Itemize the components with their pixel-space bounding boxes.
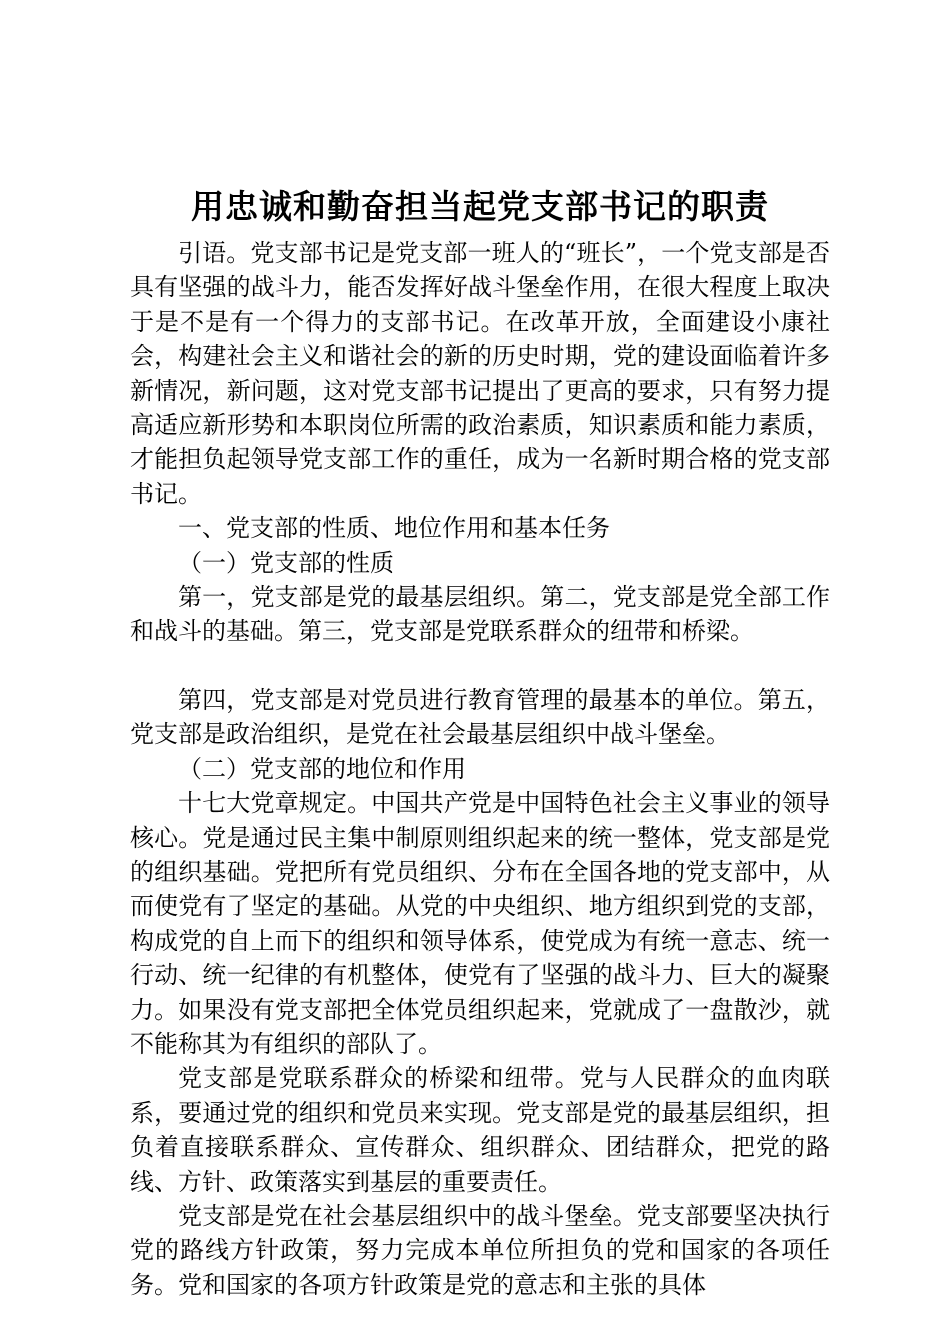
subsection-heading: （二）党支部的地位和作用 [178,754,466,783]
body-paragraph: 第一，党支部是党的最基层组织。第二，党支部是党全部工作和战斗的基础。第三，党支部是党联系群众的纽带和桥梁。 [130,583,830,646]
body-paragraph: 十七大党章规定。中国共产党是中国特色社会主义事业的领导核心。党是通过民主集中制原则组织起来的统一整体，党支部是党的组织基础。党把所有党员组织、分布在全国各地的党支部中，从而使党有了坚定的基础。从党的中央组织、地方组织到党的支部，构成党的自上而下的组织和领导体系，使党成为有统一意志、统一行动、统一纪律的有机整体，使党有了坚强的战斗力、巨大的凝聚力。如果没有党支部把全体党员组织起来，党就成了一盘散沙，就不能称其为有组织的部队了。 [130,789,830,1058]
document-page [130,182,830,1302]
section-heading: 一、党支部的性质、地位作用和基本任务 [178,514,610,543]
subsection-heading: （一）党支部的性质 [178,548,394,577]
body-paragraph: 党支部是党联系群众的桥梁和纽带。党与人民群众的血肉联系，要通过党的组织和党员来实现。党支部是党的最基层组织，担负着直接联系群众、宣传群众、组织群众、团结群众，把党的路线、方针、政策落实到基层的重要责任。 [130,1064,830,1196]
body-paragraph: 第四，党支部是对党员进行教育管理的最基本的单位。第五，党支部是政治组织，是党在社会最基层组织中战斗堡垒。 [130,685,830,749]
body-paragraph: 党支部是党在社会基层组织中的战斗堡垒。党支部要坚决执行党的路线方针政策，努力完成本单位所担负的党和国家的各项任务。党和国家的各项方针政策是党的意志和主张的具体 [130,1201,830,1299]
intro-paragraph: 引语。党支部书记是党支部一班人的“班长”，一个党支部是否具有坚强的战斗力，能否发挥好战斗堡垒作用，在很大程度上取决于是不是有一个得力的支部书记。在改革开放，全面建设小康社会，构建社会主义和谐社会的新的历史时期，党的建设面临着许多新情况，新问题，这对党支部书记提出了更高的要求，只有努力提高适应新形势和本职岗位所需的政治素质，知识素质和能力素质，才能担负起领导党支部工作的重任，成为一名新时期合格的党支部书记。 [130,239,830,508]
document-title: 用忠诚和勤奋担当起党支部书记的职责 [191,187,769,226]
